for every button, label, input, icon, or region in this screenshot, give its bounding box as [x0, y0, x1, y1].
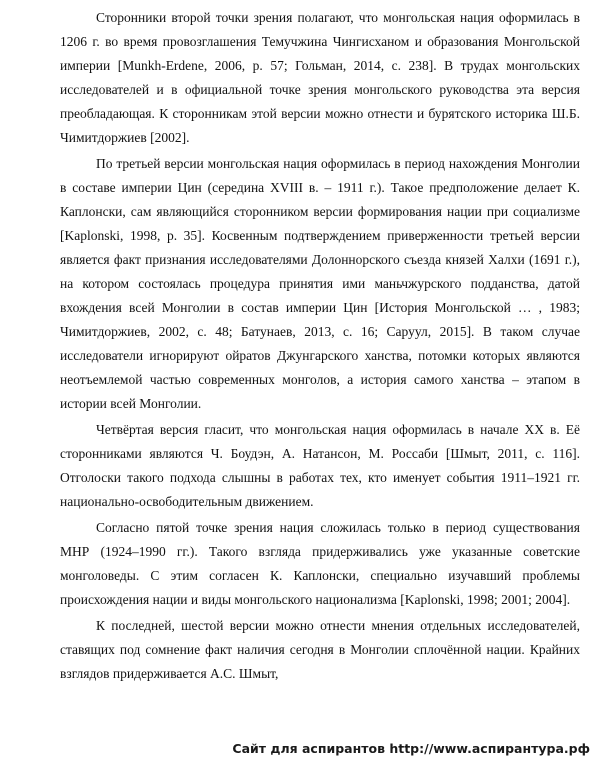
paragraph-3: Четвёртая версия гласит, что монгольская нация оформилась в начале XX в. Её сторонниками являются Ч. Боудэн, А. Натансон, М. Россаби [Шмыт, 2011, с. 116]. Отголоски такого подхода слышны в работах тех, кто именует события 1911–1921 гг. национально-освободительным движением.: [60, 422, 580, 509]
paragraph-5: К последней, шестой версии можно отнести мнения отдельных исследователей, ставящих под сомнение факт наличия сегодня в Монголии сплочённой нации. Крайних взглядов придерживается А.С. Шмыт,: [60, 618, 580, 681]
paragraph-4: Согласно пятой точке зрения нация сложилась только в период существования МНР (1924–1990 гг.). Такого взгляда придерживались уже указанные советские монголоведы. С этим согласен К. Каплонски, специально изучавший проблемы происхождения нации и виды монгольского национализма [Kaplonski, 1998; 2001; 2004].: [60, 520, 580, 607]
document-body: [60, 6, 580, 686]
site-footer-watermark: Сайт для аспирантов http://www.аспирантура.рф: [232, 741, 590, 756]
paragraph-2: По третьей версии монгольская нация оформилась в период нахождения Монголии в составе империи Цин (середина XVIII в. – 1911 г.). Такое предположение делает К. Каплонски, сам являющийся сторонником версии формирования нации при социализме [Kaplonski, 1998, p. 35]. Косвенным подтверждением приверженности третьей версии является факт признания исследователями Долоннорского съезда князей Халхи (1691 г.), на котором состоялась процедура принятия ими маньчжурского подданства, датой вхождения всей Монголии в состав империи Цин [История Монгольской … , 1983; Чимитдоржиев, 2002, с. 48; Батунаев, 2013, с. 16; Саруул, 2015]. В таком случае исследователи игнорируют ойратов Джунгарского ханства, потомки которых являются неотъемлемой частью современных монголов, а история самого ханства – этапом в истории всей Монголии.: [60, 156, 580, 411]
paragraph-1: Сторонники второй точки зрения полагают, что монгольская нация оформилась в 1206 г. во время провозглашения Темучжина Чингисханом и образования Монгольской империи [Munkh-Erdene, 2006, p. 57; Гольман, 2014, с. 238]. В трудах монгольских исследователей и в официальной точке зрения монгольского руководства эта версия преобладающая. К сторонникам этой версии можно отнести и бурятского историка Ш.Б. Чимитдоржиев [2002].: [60, 10, 580, 145]
